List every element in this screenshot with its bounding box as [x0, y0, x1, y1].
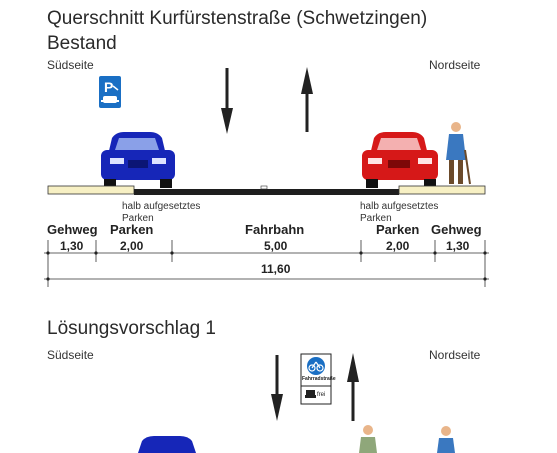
blue-car-icon [138, 436, 196, 453]
section2-title: Lösungsvorschlag 1 [47, 318, 216, 339]
section2-side-north: Nordseite [429, 348, 481, 362]
note-right-line1: halb aufgesetztes [360, 201, 439, 212]
pedestrian-icon [446, 122, 470, 184]
zone-width-gehweg-north: 1,30 [446, 239, 470, 253]
zone-label-gehweg-north: Gehweg [431, 222, 482, 237]
section1-title: Querschnitt Kurfürstenstraße (Schwetzingen) [47, 8, 428, 29]
section1-subtitle: Bestand [47, 33, 117, 54]
note-left-line2: Parken [122, 213, 154, 224]
red-car-icon [362, 132, 438, 188]
note-right-line2: Parken [360, 213, 392, 224]
arrow-up-icon [301, 67, 313, 132]
sign-extra: frei [317, 392, 326, 398]
zone-label-parken-north: Parken [376, 222, 420, 237]
zone-label-fahrbahn: Fahrbahn [245, 222, 305, 237]
pedestrian-icon [437, 426, 455, 453]
section2-side-south: Südseite [47, 348, 94, 362]
arrow-down-icon [271, 355, 283, 421]
pedestrian-icon [359, 425, 377, 453]
parking-sign-icon [99, 76, 121, 108]
zone-label-parken-south: Parken [110, 222, 154, 237]
note-left-line1: halb aufgesetztes [122, 201, 201, 212]
zone-width-parken-south: 2,00 [120, 239, 144, 253]
side-north-label: Nordseite [429, 58, 481, 72]
total-width: 11,60 [261, 262, 291, 276]
zone-width-parken-north: 2,00 [386, 239, 410, 253]
sign-text: Fahrradstraße [302, 376, 336, 382]
side-south-label: Südseite [47, 58, 94, 72]
zone-label-gehweg-south: Gehweg [47, 222, 98, 237]
zone-width-gehweg-south: 1,30 [60, 239, 84, 253]
blue-car-icon [101, 132, 175, 188]
arrow-up-icon [347, 353, 359, 421]
svg-text:P: P [104, 79, 114, 95]
arrow-down-icon [221, 68, 233, 134]
zone-width-fahrbahn: 5,00 [264, 239, 288, 253]
